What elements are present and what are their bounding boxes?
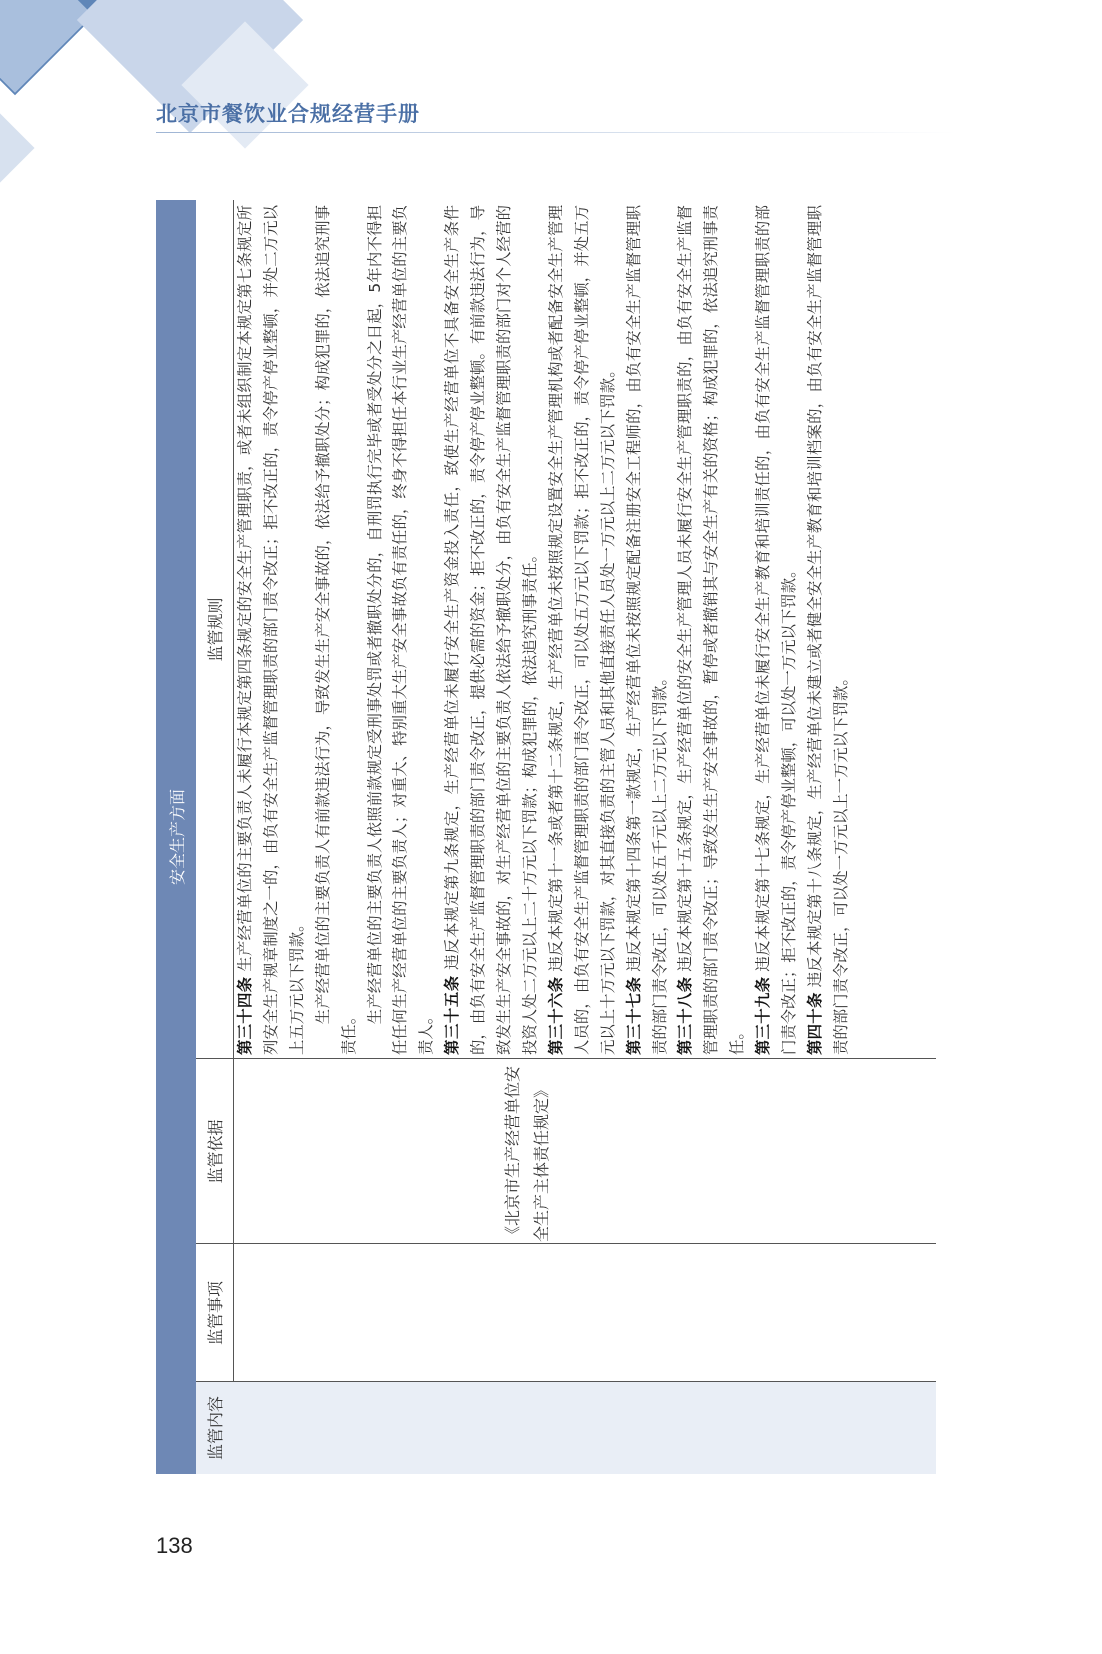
rule-label: 第三十七条 [624,976,643,1055]
rule-label: 第四十条 [805,992,824,1055]
rule-paragraph [803,205,855,1055]
rule-text: 违反本规定第十七条规定，生产经营单位未履行安全生产教育和培训责任的，由负有安全生产监督管理职责的部门责令改正；拒不改正的，责令停产停业整顿，可以处一万元以下罚款。 [754,205,799,1055]
section-title: 安全生产方面 [156,200,196,1474]
rule-text: 违反本规定第十八条规定，生产经营单位未建立或者健全安全生产教育和培训档案的，由负有安全生产监督管理职责的部门责令改正，可以处一万元以上一万元以下罚款。 [805,205,850,1055]
rule-text: 违反本规定第九条规定，生产经营单位未履行安全生产资金投入责任，致使生产经营单位不具备安全生产条件的，由负有安全生产监督管理职责的部门责令改正，提供必需的资金；拒不改正的，责令停产停业整顿。有前款违法行为，导致发生生产安全事故的，对生产经营单位的主要负责人依法给予撤职处分，由负有安全生产监督管理职责的部门对个人经营的投资人处二万元以上二十万元以下罚款；构成犯罪的，依法追究刑事责任。 [443,205,539,1055]
rule-text: 违反本规定第十五条规定，生产经营单位的安全生产管理人员未履行安全生产管理职责的，由负有安全生产监督管理职责的部门责令改正；导致发生生产安全事故的，暂停或者撤销其与安全生产有关的资格；构成犯罪的，依法追究刑事责任。 [676,205,747,1055]
content-cell [233,1381,936,1474]
page-number: 138 [156,1533,193,1558]
rule-paragraph [673,205,751,1055]
header-divider [156,132,956,133]
rule-label: 第三十六条 [546,976,565,1055]
corner-decoration [0,91,35,204]
rule-label: 第三十五条 [443,975,462,1055]
regulation-table [156,200,936,1474]
rule-text: 违反本规定第十一条或者第十二条规定，生产经营单位未按照规定设置安全生产管理机构或者配备安全生产管理人员的，由负有安全生产监督管理职责的部门责令改正，可以处五万元以下罚款；拒不改正的，责令停产停业整顿，并处五万元以上十万元以下罚款，对其直接负责的主管人员和其他直接责任人员处一万元以上二万元以下罚款。 [546,205,617,1055]
corner-decoration [0,0,93,93]
rule-paragraph [440,205,544,1055]
rule-label: 第三十九条 [754,976,773,1055]
item-cell [233,1243,936,1382]
rule-text: 违反本规定第十四条第一款规定，生产经营单位未按照规定配备注册安全工程师的，由负有安全生产监督管理职责的部门责令改正，可以处五千元以上二万元以下罚款。 [624,205,669,1055]
basis-cell [233,1058,936,1244]
rule-label: 第三十四条 [236,976,254,1055]
rule-paragraph [363,205,441,1055]
basis-text: 《北京市生产经营单位安全生产主体责任规定》 [503,1065,551,1242]
rule-paragraph [311,205,363,1055]
rule-text: 生产经营单位的主要负责人有前款违法行为，导致发生生产安全事故的，依法给予撤职处分；构成犯罪的，依法追究刑事责任。 [313,205,358,1055]
header-title: 北京市餐饮业合规经营手册 [156,102,420,126]
column-header-rules: 监管规则 [206,597,225,662]
table-body [233,200,936,1474]
column-header-item: 监管事项 [196,1243,233,1382]
rule-paragraph [751,205,803,1055]
rule-paragraph [544,205,622,1055]
rule-text: 生产经营单位的主要负责人未履行本规定第四条规定的安全生产管理职责，或者未组织制定本规定第七条规定所列安全生产规章制度之一的，由负有安全生产监督管理职责的部门责令改正；拒不改正的，责令停产停业整顿，并处二万元以上五万元以下罚款。 [236,205,306,1055]
column-header-basis: 监管依据 [196,1058,233,1244]
rule-text: 生产经营单位的主要负责人依照前款规定受刑事处罚或者撤职处分的，自刑罚执行完毕或者受处分之日起，5年内不得担任任何生产经营单位的主要负责人；对重大、特别重大生产安全事故负有责任的，终身不得担任本行业生产经营单位的主要负责人。 [365,205,436,1055]
rotated-table [156,200,936,1474]
column-header-content: 监管内容 [196,1381,233,1474]
rule-label: 第三十八条 [676,976,695,1055]
rule-paragraph [622,205,674,1055]
rule-paragraph [233,205,311,1055]
rules-cell [233,205,855,1055]
